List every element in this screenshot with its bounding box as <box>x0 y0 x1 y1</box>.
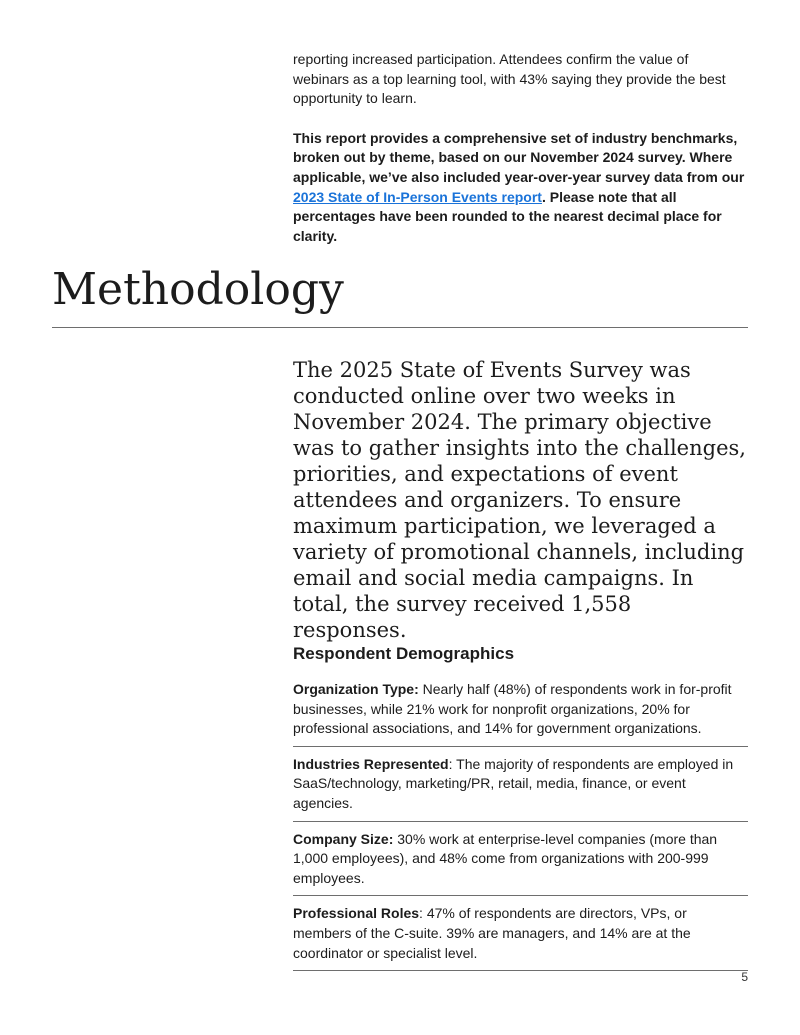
demographic-item-organization-type <box>293 680 748 747</box>
demographic-item-company-size <box>293 830 748 897</box>
demographic-label: Company Size: <box>293 830 394 847</box>
report-note-paragraph <box>293 129 748 247</box>
report-note-text-end: . Please note that all percentages have been rounded to the nearest decimal place for clarity. <box>293 188 722 244</box>
methodology-heading: Methodology <box>52 264 344 315</box>
demographic-text: : 47% of respondents are directors, VPs, or members of the C-suite. 39% are managers, and 14% are at the coordinator or specialist level. <box>293 905 691 961</box>
demographic-item-industries <box>293 755 748 822</box>
demographics-heading: Respondent Demographics <box>293 644 515 663</box>
demographic-item-professional-roles <box>293 904 748 971</box>
intro-section <box>293 50 748 246</box>
demographic-label: Organization Type: <box>293 681 419 697</box>
report-note-text-start: This report provides a comprehensive set of industry benchmarks, broken out by theme, based on our November 2024 survey. Where applicable, we’ve also included year-over-year survey data from our <box>293 129 745 185</box>
intro-paragraph: reporting increased participation. Attendees confirm the value of webinars as a top learning tool, with 43% saying they provide the best opportunity to learn. <box>293 51 726 107</box>
demographic-text: : The majority of respondents are employed in SaaS/technology, marketing/PR, retail, media, finance, or event agencies. <box>293 755 734 811</box>
heading-divider <box>52 327 748 328</box>
methodology-lead-paragraph: The 2025 State of Events Survey was conducted online over two weeks in November 2024. The primary objective was to gather insights into the challenges, priorities, and expectations of event attendees and organizers. To ensure maximum participation, we leveraged a variety of promotional channels, including email and social media campaigns. In total, the survey received 1,558 responses. <box>293 358 746 642</box>
demographics-list <box>293 680 748 979</box>
page-number: 5 <box>741 970 748 984</box>
demographic-label: Industries Represented <box>293 755 449 772</box>
demographic-text: Nearly half (48%) of respondents work in for-profit businesses, while 21% work for nonprofit organizations, 20% for professional associations, and 14% for government organizations. <box>293 681 732 737</box>
demographic-text: 30% work at enterprise-level companies (more than 1,000 employees), and 48% come from organizations with 200-999 employees. <box>293 830 718 886</box>
demographic-label: Professional Roles <box>293 905 420 922</box>
in-person-events-report-link[interactable]: 2023 State of In-Person Events report <box>293 188 542 205</box>
